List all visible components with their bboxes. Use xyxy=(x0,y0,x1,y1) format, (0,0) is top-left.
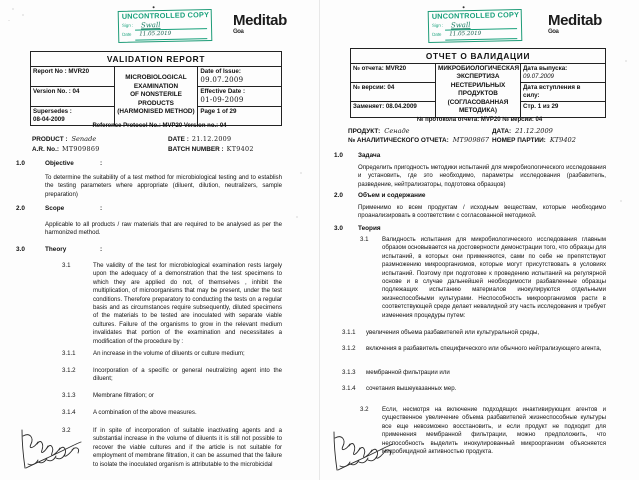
scan-speckle xyxy=(296,216,298,218)
stamp-dot-icon xyxy=(153,6,155,8)
subsection-3-1-text: Валидность испытания для микробиологического исследования главным образом основывается на достоверности демонстрации того, что образцы для испытаний, в которых они применяются, сами по себе не препятствуют размножению микроорганизмов, которые могут присутствовать в условиях испытаний. Поэтому при подготовке к проведению испытаний на регулярной основе и в случае дальнейшей необходимости разбавленные образцы подлежащих испытанию материалов инокулируются отдельными жизнеспособными культурами. Неспособность микроорганизмов расти в соответствующей среде делает невалидной эту часть исследования и требует изменения процедуры путем: xyxy=(382,236,606,319)
report-subject-line1: МИКРОБИОЛОГИЧЕСКАЯ xyxy=(438,64,520,72)
report-subject-cell xyxy=(436,63,521,117)
subsection-3-2-text: Если, несмотря на включение подходящих инактивирующих агентов и существенное увеличение объема разбавителей жизнеспособные культуры все еще невозможно восстановить, и если продукт не подходит для применения мембранной фильтрации, можно предположить, что неспособность выделить инокулированный микроорганизм объясняется микробицидной активностью продукта. xyxy=(382,406,606,456)
report-subject-line3: ПРОДУКТОВ (СОГЛАСОВАННАЯ xyxy=(447,90,509,106)
subsection-3-1-3-text: Membrane filtration; or xyxy=(93,392,154,399)
subsection-3-2-number: 3.2 xyxy=(360,406,369,413)
date-field xyxy=(168,135,231,143)
uncontrolled-copy-stamp xyxy=(428,9,523,43)
brand-name: Meditab xyxy=(233,12,287,29)
scan-speckle xyxy=(22,14,24,16)
subsection-3-1-1-text: увеличения объема разбавителей или культуральной среды, xyxy=(366,329,540,336)
product-label: PRODUCT : xyxy=(32,136,68,143)
subsection-3-1-number: 3.1 xyxy=(360,236,369,243)
analytical-report-no-field xyxy=(348,136,489,144)
version-no-cell: № версии: 04 xyxy=(351,82,436,101)
analytical-report-no-label: № АНАЛИТИЧЕСКОГО ОТЧЕТА: xyxy=(348,137,449,144)
effective-date-cell xyxy=(521,82,606,101)
batch-number-label: BATCH NUMBER : xyxy=(168,146,224,153)
subsection-3-2-text: If in spite of incorporation of suitable inactivating agents and a substantial increase in the volume of diluents it is still not possible to recover the viable cultures and if the article is not suitable for employment of membrane filtration, it can be assumed that the failure to isolate the inoculated organism is attributable to the microbicidal xyxy=(93,427,282,468)
subsection-3-1-2-number: 3.1.2 xyxy=(62,367,76,374)
subsection-3-1-4-text: A combination of the above measures. xyxy=(93,409,197,416)
report-subject-line2: ЭКСПЕРТИЗА НЕСТЕРИЛЬНЫХ xyxy=(450,73,506,89)
stamp-sign-value: Swall xyxy=(450,20,471,30)
subsection-3-1-3-number: 3.1.3 xyxy=(62,392,76,399)
issue-date-cell xyxy=(521,63,606,82)
section-1-body: Определить пригодность методики испытаний для микробиологического исследования и установить, где это необходимо, параметры исследования (разбавитель, разведение, нейтрализаторы, подготовка образцов) xyxy=(358,164,606,188)
stamp-date-rule xyxy=(135,38,207,41)
supersedes-label: Supersedes : xyxy=(33,107,72,115)
reference-protocol-line: № протокола отчета: MVP20 № версии: 04 xyxy=(416,117,543,123)
section-2-number: 2.0 xyxy=(16,205,25,212)
brand-name: Meditab xyxy=(548,12,602,29)
section-2-title: Scope xyxy=(45,205,65,212)
scan-speckle xyxy=(625,60,627,62)
effective-date-label: Effective Date : xyxy=(200,87,246,95)
page-number-cell: Page 1 of 29 xyxy=(198,106,282,125)
document-page-russian xyxy=(320,0,639,480)
section-1-title: Задача xyxy=(358,152,381,159)
brand-location: Goa xyxy=(233,29,244,35)
issue-date-value: 09.07.2009 xyxy=(523,72,554,80)
subsection-3-1-1-number: 3.1.1 xyxy=(62,350,76,357)
subsection-3-1-1-text: An increase in the volume of diluents or culture medium; xyxy=(93,350,245,357)
report-header-table xyxy=(350,48,606,118)
effective-date-label: Дата вступления в xyxy=(523,83,581,91)
date-field xyxy=(492,127,553,135)
section-1-number: 1.0 xyxy=(16,160,25,167)
table-row xyxy=(31,66,282,86)
section-1-body: To determine the suitability of a test method for microbiological testing and to establish the testing parameters where appropriate (diluent, dilution, neutralizers, sample preparation) xyxy=(45,174,282,198)
table-row xyxy=(351,63,606,82)
handwritten-signature xyxy=(18,424,88,476)
date-value: 21.12.2009 xyxy=(515,127,553,135)
report-subject-line1: MICROBIOLOGICAL EXAMINATION xyxy=(125,74,187,90)
subsection-3-1-2-text: Incorporation of a specific or general neutralizing agent into the diluent; xyxy=(93,367,282,383)
batch-number-value: KT9402 xyxy=(549,136,576,144)
effective-date-label-2: силу: xyxy=(523,91,540,99)
table-title-row xyxy=(351,49,606,64)
product-label: ПРОДУКТ: xyxy=(348,128,381,135)
ar-no-field xyxy=(32,145,100,153)
section-2-body: Применимо ко всем продуктам / исходным веществам, которые необходимо проанализировать в соответствии с согласованной методикой. xyxy=(358,204,606,220)
table-title-row xyxy=(31,52,282,67)
stamp-dot-icon xyxy=(463,6,465,8)
issue-date-label: Дата выпуска: xyxy=(523,64,568,72)
subsection-3-1-4-text: сочетания вышеуказанных мер. xyxy=(366,385,457,392)
supersedes-cell: Заменяет: 08.04.2009 xyxy=(351,101,436,117)
date-value: 21.12.2009 xyxy=(191,135,232,143)
section-1-number: 1.0 xyxy=(334,152,343,159)
report-no-cell: Report No : MVR20 xyxy=(31,66,115,86)
scan-speckle xyxy=(300,172,302,174)
stamp-date-label: Date xyxy=(432,31,442,37)
document-page-english xyxy=(0,0,319,480)
subsection-3-1-3-text: мембранной фильтрации или xyxy=(366,369,450,376)
stamp-date-value: 11.05.2019 xyxy=(139,30,172,38)
section-3-title: Теория xyxy=(358,225,381,232)
uncontrolled-copy-stamp xyxy=(118,9,213,43)
stamp-title: UNCONTROLLED COPY xyxy=(431,10,520,21)
product-value: Senade xyxy=(71,135,97,143)
subsection-3-1-4-number: 3.1.4 xyxy=(62,409,76,416)
batch-number-value: KT9402 xyxy=(226,145,254,153)
report-subject-line2: OF NONSTERILE PRODUCTS xyxy=(130,91,182,107)
version-no-cell: Version No. : 04 xyxy=(31,86,115,106)
stamp-title: UNCONTROLLED COPY xyxy=(121,10,210,21)
report-subject-line3: (HARMONISED METHOD) xyxy=(117,108,195,116)
stamp-sign-label: Sign : xyxy=(121,22,134,28)
supersedes-value: 08-04-2009 xyxy=(33,115,65,123)
subsection-3-1-2-text: включения в разбавитель специфического или обычного нейтрализующего агента, xyxy=(366,345,602,352)
section-3-number: 3.0 xyxy=(334,225,343,232)
subsection-3-1-4-number: 3.1.4 xyxy=(342,385,356,392)
analytical-report-no-value: MT909867 xyxy=(452,136,490,144)
product-field xyxy=(348,127,410,135)
report-subject-line4: МЕТОДИКА) xyxy=(458,107,497,114)
scan-speckle xyxy=(620,200,622,202)
section-2-body: Applicable to all products / raw materials that are required to be analysed as per the harmonized method. xyxy=(45,221,282,237)
subsection-3-1-text: The validity of the test for microbiological examination rests largely upon the adequacy of a demonstration that the test specimens to which they are applied do not, of themselves , inhibit the multiplication, of microorganisms that may be present, under the test conditions. Therefore preparatory to conducting the tests on a regular basis and as circumstances require subsequently, diluted specimens of the materials to be tested are inoculated with separate viable cultures. Failure of the organisms to grow in the relevant medium invalidates that portion of the examination and necessitates a modification of the procedure by : xyxy=(93,262,282,345)
batch-number-label: НОМЕР ПАРТИИ: xyxy=(492,137,546,144)
product-value: Сенаде xyxy=(384,127,410,135)
section-3-colon: : xyxy=(100,246,103,253)
page-number-cell: Стр. 1 из 29 xyxy=(521,101,606,117)
subsection-3-1-1-number: 3.1.1 xyxy=(342,329,356,336)
reference-protocol-line: Reference Protocol No.: MVP20 Version no.: 04 xyxy=(92,123,227,129)
date-of-issue-cell xyxy=(198,66,282,86)
report-header-table xyxy=(30,51,282,126)
effective-date-cell xyxy=(198,86,282,106)
batch-number-field xyxy=(168,145,254,153)
date-label: DATE : xyxy=(168,136,189,143)
ar-no-value: MT909869 xyxy=(61,145,100,153)
effective-date-value: 01-09-2009 xyxy=(200,95,244,104)
date-of-issue-label: Date of Issue: xyxy=(200,67,241,75)
report-title: ОТЧЕТ О ВАЛИДАЦИИ xyxy=(351,49,606,64)
scan-speckle xyxy=(8,20,10,21)
subsection-3-2-number: 3.2 xyxy=(62,427,71,434)
stamp-date-rule xyxy=(445,38,517,41)
report-no-cell: № отчета: MVR20 xyxy=(351,63,436,82)
ar-no-label: A.R. No.: xyxy=(32,146,59,153)
product-field xyxy=(32,135,96,143)
handwritten-signature xyxy=(330,428,400,476)
brand-location: Goa xyxy=(548,29,559,35)
subsection-3-1-2-number: 3.1.2 xyxy=(342,345,356,352)
section-1-colon: : xyxy=(100,160,103,167)
section-1-title: Objective xyxy=(45,160,74,167)
stamp-date-label: Date xyxy=(122,31,132,37)
brand-logo xyxy=(233,13,287,36)
subsection-3-1-3-number: 3.1.3 xyxy=(342,369,356,376)
date-of-issue-value: 09.07.2009 xyxy=(200,75,244,84)
stamp-sign-label: Sign : xyxy=(431,22,444,28)
subsection-3-1-number: 3.1 xyxy=(62,262,71,269)
section-2-number: 2.0 xyxy=(334,192,343,199)
scan-speckle xyxy=(12,8,14,10)
report-title: VALIDATION REPORT xyxy=(31,52,282,67)
report-subject-cell xyxy=(114,66,198,125)
section-2-colon: : xyxy=(100,205,103,212)
section-2-title: Объем и содержание xyxy=(358,192,426,199)
brand-logo xyxy=(548,13,602,36)
section-3-title: Theory xyxy=(45,246,67,253)
date-label: ДАТА: xyxy=(492,128,512,135)
stamp-sign-value: Swall xyxy=(140,20,161,30)
section-3-number: 3.0 xyxy=(16,246,25,253)
batch-number-field xyxy=(492,136,576,144)
stamp-date-value: 11.05.2019 xyxy=(449,30,482,38)
